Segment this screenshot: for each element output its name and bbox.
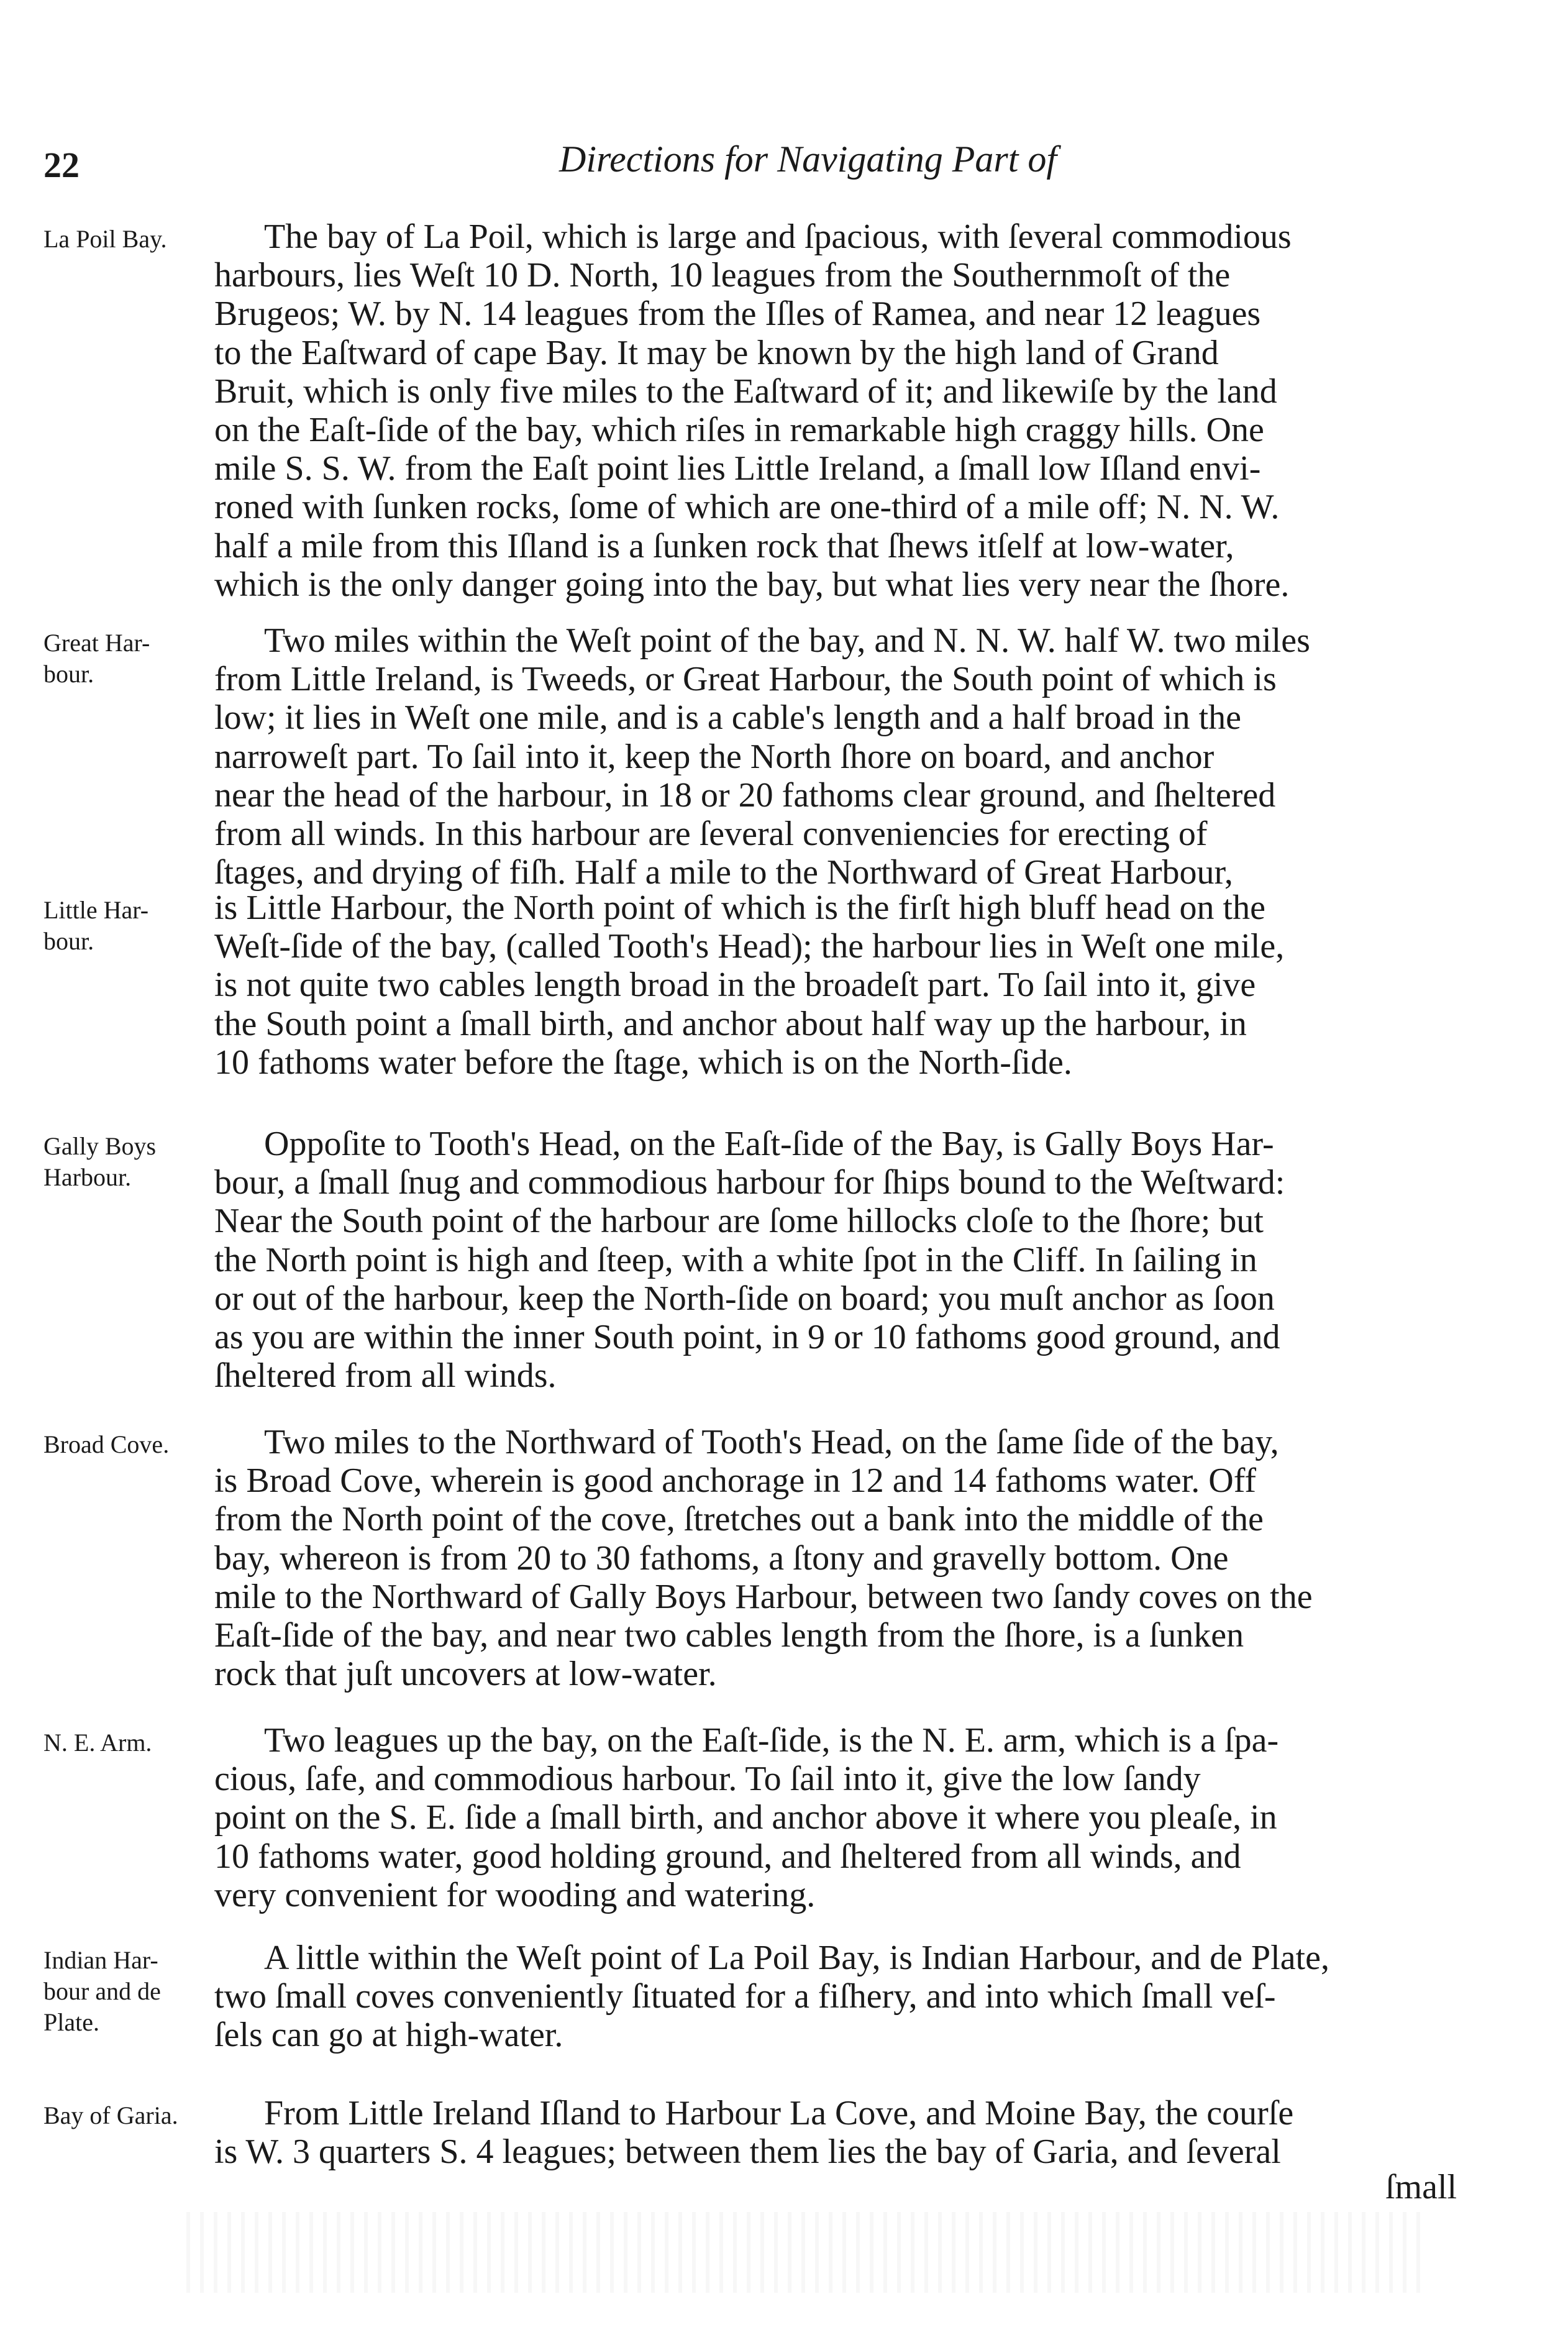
margin-note: Broad Cove.: [43, 1430, 170, 1458]
text-line: point on the S. E. ſide a ſmall birth, and anchor above it where you pleaſe, in: [214, 1798, 1277, 1837]
text-line: harbours, lies Weſt 10 D. North, 10 leagues from the Southernmoſt of the: [214, 256, 1231, 295]
page-number: 22: [43, 145, 80, 185]
text-line: cious, ſafe, and commodious harbour. To ſail into it, give the low ſandy: [214, 1760, 1201, 1799]
text-line: bour, a ſmall ſnug and commodious harbour for ſhips bound to the Weſtward:: [214, 1163, 1285, 1202]
margin-note: Indian Har- bour and de Plate.: [43, 1946, 161, 2036]
text-line: which is the only danger going into the bay, but what lies very near the ſhore.: [214, 565, 1290, 604]
text-line: Eaſt-ſide of the bay, and near two cables length from the ſhore, is a ſunken: [214, 1616, 1244, 1655]
margin-note: N. E. Arm.: [43, 1729, 152, 1757]
text-line: near the head of the harbour, in 18 or 20 fathoms clear ground, and ſheltered: [214, 775, 1276, 815]
text-line: the North point is high and ſteep, with a white ſpot in the Cliff. In ſailing in: [214, 1240, 1257, 1279]
text-line: very convenient for wooding and watering.: [214, 1875, 816, 1914]
text-line: Weſt-ſide of the bay, (called Tooth's Head); the harbour lies in Weſt one mile,: [214, 927, 1285, 966]
text-line: to the Eaſtward of cape Bay. It may be known by the high land of Grand: [214, 333, 1219, 372]
text-line: Two miles to the Northward of Tooth's Head, on the ſame ſide of the bay,: [264, 1423, 1279, 1461]
text-line: Brugeos; W. by N. 14 leagues from the Iſles of Ramea, and near 12 leagues: [214, 295, 1261, 334]
text-line: Two leagues up the bay, on the Eaſt-ſide, is the N. E. arm, which is a ſpa-: [264, 1721, 1279, 1760]
text-line: Two miles within the Weſt point of the bay, and N. N. W. half W. two miles: [264, 621, 1310, 660]
text-line: Oppoſite to Tooth's Head, on the Eaſt-ſide of the Bay, is Gally Boys Har-: [264, 1125, 1274, 1163]
text-line: low; it lies in Weſt one mile, and is a cable's length and a half broad in the: [214, 698, 1242, 738]
text-line: from the North point of the cove, ſtretches out a bank into the middle of the: [214, 1500, 1264, 1539]
text-line: half a mile from this Iſland is a ſunken rock that ſhews itſelf at low-water,: [214, 526, 1234, 565]
text-line: From Little Ireland Iſland to Harbour La Cove, and Moine Bay, the courſe: [264, 2094, 1294, 2132]
margin-note: La Poil Bay.: [43, 225, 167, 253]
paragraph: [214, 1721, 1469, 1914]
paragraph: [214, 1939, 1469, 2055]
text-line: roned with ſunken rocks, ſome of which are one-third of a mile off; N. N. W.: [214, 488, 1280, 527]
paragraph: [214, 217, 1469, 604]
paragraph: [214, 2094, 1469, 2171]
text-line: ſels can go at high-water.: [214, 2016, 563, 2055]
text-line: The bay of La Poil, which is large and ſpacious, with ſeveral commodious: [264, 217, 1292, 256]
text-line: from all winds. In this harbour are ſeveral conveniencies for erecting of: [214, 815, 1208, 854]
text-line: 10 fathoms water before the ſtage, which is on the North-ſide.: [214, 1043, 1072, 1082]
margin-note: Great Har- bour.: [43, 629, 150, 688]
text-line: Near the South point of the harbour are ſome hillocks cloſe to the ſhore; but: [214, 1202, 1264, 1241]
text-line: two ſmall coves conveniently ſituated for a fiſhery, and into which ſmall veſ-: [214, 1977, 1276, 2016]
text-line: ſheltered from all winds.: [214, 1356, 557, 1396]
paragraph: [214, 621, 1469, 892]
margin-note: Gally Boys Harbour.: [43, 1132, 157, 1191]
paragraph: [214, 1423, 1469, 1693]
paragraph: [214, 1125, 1469, 1395]
text-line: 10 fathoms water, good holding ground, and ſheltered from all winds, and: [214, 1837, 1241, 1876]
text-line: on the Eaſt-ſide of the bay, which riſes in remarkable high craggy hills. One: [214, 411, 1264, 450]
text-line: is not quite two cables length broad in the broadeſt part. To ſail into it, give: [214, 966, 1256, 1005]
text-line: rock that juſt uncovers at low-water.: [214, 1655, 717, 1694]
text-line: bay, whereon is from 20 to 30 fathoms, a ſtony and gravelly bottom. One: [214, 1538, 1229, 1578]
text-line: narroweſt part. To ſail into it, keep the North ſhore on board, and anchor: [214, 737, 1215, 776]
text-line: Bruit, which is only five miles to the Eaſtward of it; and likewiſe by the land: [214, 372, 1277, 411]
text-line: the South point a ſmall birth, and anchor about half way up the harbour, in: [214, 1004, 1247, 1043]
paragraph: [214, 889, 1469, 1082]
text-line: is Broad Cove, wherein is good anchorage in 12 and 14 fathoms water. Off: [214, 1461, 1257, 1501]
text-line: as you are within the inner South point, in 9 or 10 fathoms good ground, and: [214, 1318, 1280, 1357]
text-line: from Little Ireland, is Tweeds, or Great Harbour, the South point of which is: [214, 660, 1277, 699]
text-line: is Little Harbour, the North point of which is the firſt high bluff head on the: [214, 889, 1265, 927]
text-line: ſtages, and drying of fiſh. Half a mile to the Northward of Great Harbour,: [214, 853, 1233, 892]
text-line: mile S. S. W. from the Eaſt point lies Little Ireland, a ſmall low Iſland envi-: [214, 449, 1261, 488]
running-title: Directions for Navigating Part of: [559, 139, 1057, 180]
margin-note: Little Har- bour.: [43, 896, 149, 955]
text-line: mile to the Northward of Gally Boys Harbour, between two ſandy coves on the: [214, 1577, 1313, 1616]
text-line: A little within the Weſt point of La Poil Bay, is Indian Harbour, and de Plate,: [264, 1939, 1329, 1977]
margin-note: Bay of Garia.: [43, 2101, 178, 2129]
text-line: or out of the harbour, keep the North-ſide on board; you muſt anchor as ſoon: [214, 1279, 1275, 1318]
text-line: is W. 3 quarters S. 4 leagues; between them lies the bay of Garia, and ſeveral: [214, 2132, 1281, 2172]
catchword: ſmall: [1385, 2168, 1457, 2206]
bleed-through-smudge: [186, 2212, 1429, 2293]
